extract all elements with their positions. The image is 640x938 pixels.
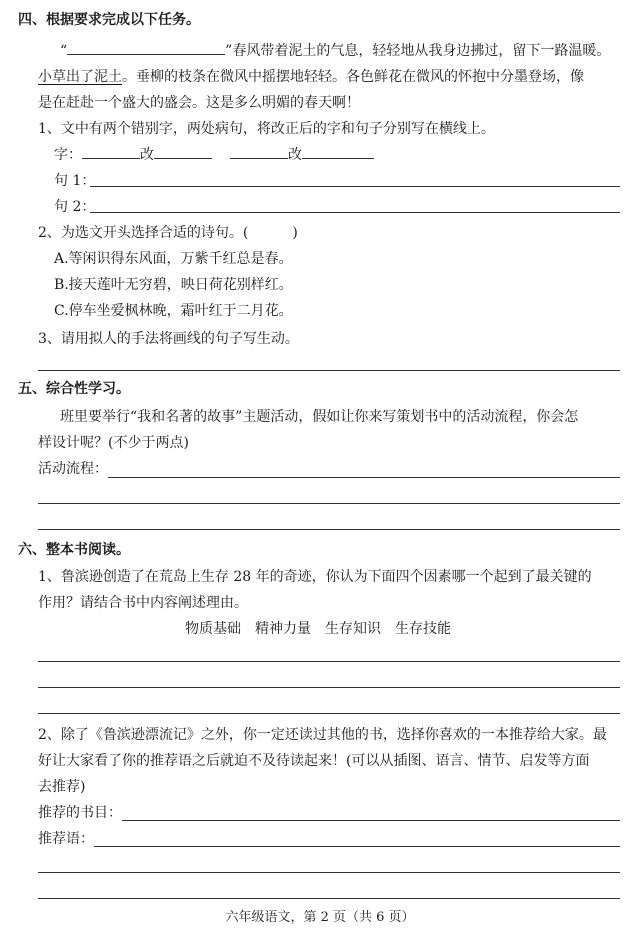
q1-text: 1、文中有两个错别字，两处病句，将改正后的字和句子分别写在横线上。 bbox=[38, 121, 495, 137]
q2-close: ) bbox=[292, 225, 298, 241]
q2-text bbox=[38, 224, 298, 242]
factor-list: 物质基础 精神力量 生存知识 生存技能 bbox=[185, 621, 451, 637]
activity-line-1[interactable] bbox=[108, 477, 620, 478]
recommendation-line-2[interactable] bbox=[38, 872, 620, 873]
q1-answer-line-2[interactable] bbox=[38, 687, 620, 688]
recommendation-line-3[interactable] bbox=[38, 898, 620, 899]
passage-line1 bbox=[60, 42, 610, 60]
activity-line-3[interactable] bbox=[38, 529, 620, 530]
option-c: C.停车坐爱枫林晚，霜叶红于二月花。 bbox=[54, 303, 293, 319]
underlined-sentence: 小草出了泥土 bbox=[38, 69, 122, 85]
q1-char-label: 字： bbox=[54, 147, 82, 163]
section6-title: 六、整本书阅读。 bbox=[18, 542, 130, 558]
q3-text: 3、请用拟人的手法将画线的句子写生动。 bbox=[38, 331, 299, 347]
option-a: A.等闲识得东风面，万紫千红总是春。 bbox=[54, 251, 293, 267]
q2-label: 2、为选文开头选择合适的诗句。( bbox=[38, 225, 249, 241]
section5-line2: 样设计呢？(不少于两点) bbox=[38, 435, 189, 451]
section6-q1-line1: 1、鲁滨逊创造了在荒岛上生存 28 年的奇迹，你认为下面四个因素哪一个起到了最关键的 bbox=[38, 569, 592, 585]
passage-line2-text: 。垂柳的枝条在微风中摇摆地轻轻。各色鲜花在微风的怀抱中分墨登场，像 bbox=[122, 69, 584, 85]
activity-label: 活动流程： bbox=[38, 461, 108, 477]
passage-line3: 是在赶赴一个盛大的盛会。这是多么明媚的春天啊！ bbox=[38, 95, 360, 111]
passage-blank[interactable] bbox=[67, 42, 225, 55]
sentence1-answer-line[interactable] bbox=[90, 186, 620, 187]
q1-sentence1-label: 句 1： bbox=[54, 173, 96, 189]
recommendation-line-1[interactable] bbox=[94, 846, 620, 847]
section6-q2-line3: 去推荐) bbox=[38, 779, 86, 795]
wrong-char-blank-1[interactable] bbox=[82, 146, 140, 159]
section6-q1-line2: 作用？请结合书中内容阐述理由。 bbox=[38, 595, 248, 611]
quote-open: “ bbox=[60, 43, 68, 59]
page-footer: 六年级语文，第 2 页（共 6 页） bbox=[225, 910, 415, 925]
q1-change-2: 改 bbox=[288, 147, 302, 163]
sentence2-answer-line[interactable] bbox=[90, 212, 620, 213]
q1-change-1: 改 bbox=[140, 147, 154, 163]
passage-line2 bbox=[38, 68, 584, 86]
correct-char-blank-2[interactable] bbox=[302, 146, 374, 159]
section4-title: 四、根据要求完成以下任务。 bbox=[18, 12, 200, 28]
q1-sentence2-label: 句 2： bbox=[54, 199, 96, 215]
book-title-line[interactable] bbox=[122, 820, 620, 821]
section5-title: 五、综合性学习。 bbox=[18, 381, 130, 397]
wrong-char-blank-2[interactable] bbox=[230, 146, 288, 159]
q1-char-row bbox=[54, 146, 374, 164]
activity-line-2[interactable] bbox=[38, 503, 620, 504]
section5-line1: 班里要举行“我和名著的故事”主题活动，假如让你来写策划书中的活动流程，你会怎 bbox=[60, 409, 579, 425]
recommendation-label: 推荐语： bbox=[38, 831, 94, 847]
q1-answer-line-3[interactable] bbox=[38, 713, 620, 714]
book-title-label: 推荐的书目： bbox=[38, 805, 122, 821]
section6-q2-line2: 好让大家看了你的推荐语之后就迫不及待读起来！(可以从插图、语言、情节、启发等方面 bbox=[38, 753, 590, 769]
correct-char-blank-1[interactable] bbox=[154, 146, 212, 159]
passage-line1-text: ”春风带着泥土的气息，轻轻地从我身边拂过，留下一路温暖。 bbox=[225, 43, 611, 59]
option-b: B.接天莲叶无穷碧，映日荷花别样红。 bbox=[54, 277, 293, 293]
q3-answer-line[interactable] bbox=[38, 370, 620, 371]
section6-q2-line1: 2、除了《鲁滨逊漂流记》之外，你一定还读过其他的书，选择你喜欢的一本推荐给大家。最 bbox=[38, 727, 607, 743]
q1-answer-line-1[interactable] bbox=[38, 661, 620, 662]
